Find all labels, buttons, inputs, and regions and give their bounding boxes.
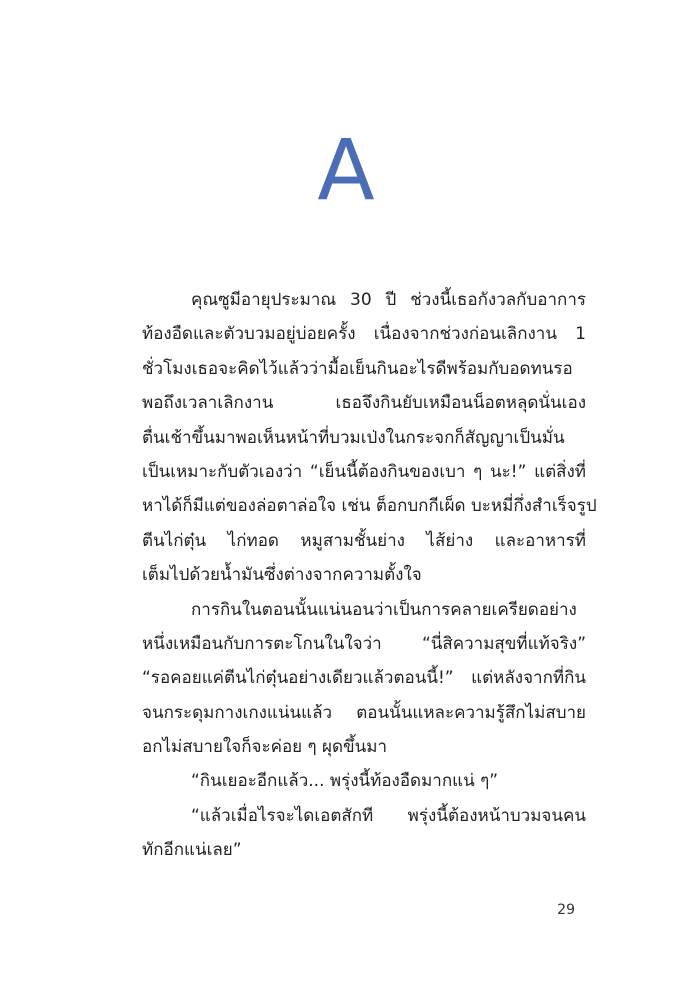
paragraph-line: เต็มไปด้วยน้ำมันซึ่งต่างจากความตั้งใจ xyxy=(142,565,422,586)
paragraph-line: ตีนไก่ตุ๋น ไก่ทอด หมูสามชั้นย่าง ไส้ย่าง และอาหารที่ xyxy=(142,530,586,551)
paragraph-line: เป็นเหมาะกับตัวเองว่า “เย็นนี้ต้องกินของเบา ๆ นะ!” แต่สิ่งที่ xyxy=(142,461,586,482)
paragraph-line: คุณซูมีอายุประมาณ 30 ปี ช่วงนี้เธอกังวลกับอาการ xyxy=(191,290,586,310)
page-number: 29 xyxy=(557,902,575,918)
body-text xyxy=(142,283,597,868)
dialogue-line: ทักอีกแน่เลย” xyxy=(142,840,242,861)
dialogue-line: “กินเยอะอีกแล้ว... พรุ่งนี้ท้องอืดมากแน่ ๆ” xyxy=(191,771,499,792)
paragraph-line: อกไม่สบายใจก็จะค่อย ๆ ผุดขึ้นมา xyxy=(142,737,388,758)
paragraph-line: พอถึงเวลาเลิกงาน เธอจึงกินยับเหมือนน็อตหลุดนั่นเอง xyxy=(142,393,586,414)
paragraph-line: ชั่วโมงเธอจะคิดไว้แล้วว่ามื้อเย็นกินอะไรดีพร้อมกับอดทนรอ xyxy=(142,358,573,379)
paragraph-line: ตื่นเช้าขึ้นมาพอเห็นหน้าที่บวมเป่งในกระจกก็สัญญาเป็นมั่น xyxy=(142,427,565,448)
paragraph-line: หาได้ก็มีแต่ของล่อตาล่อใจ เช่น ต็อกบกกีเผ็ด บะหมี่กึ่งสำเร็จรูป xyxy=(142,496,597,517)
chapter-letter: A xyxy=(317,121,375,219)
paragraph-line: การกินในตอนนั้นแน่นอนว่าเป็นการคลายเครียดอย่าง xyxy=(191,599,577,620)
paragraph-line: จนกระดุมกางเกงแน่นแล้ว ตอนนั้นแหละความรู้สึกไม่สบาย xyxy=(142,702,586,723)
paragraph-line: หนึ่งเหมือนกับการตะโกนในใจว่า “นี่สิความสุขที่แท้จริง” xyxy=(142,633,586,654)
paragraph-line: ท้องอืดและตัวบวมอยู่บ่อยครั้ง เนื่องจากช่วงก่อนเลิกงาน 1 xyxy=(142,324,586,345)
dialogue-line: “แล้วเมื่อไรจะไดเอตสักที พรุ่งนี้ต้องหน้าบวมจนคน xyxy=(191,805,586,826)
paragraph-line: “รอคอยแค่ตีนไก่ตุ๋นอย่างเดียวแล้วตอนนี้!” แต่หลังจากที่กิน xyxy=(142,668,586,689)
